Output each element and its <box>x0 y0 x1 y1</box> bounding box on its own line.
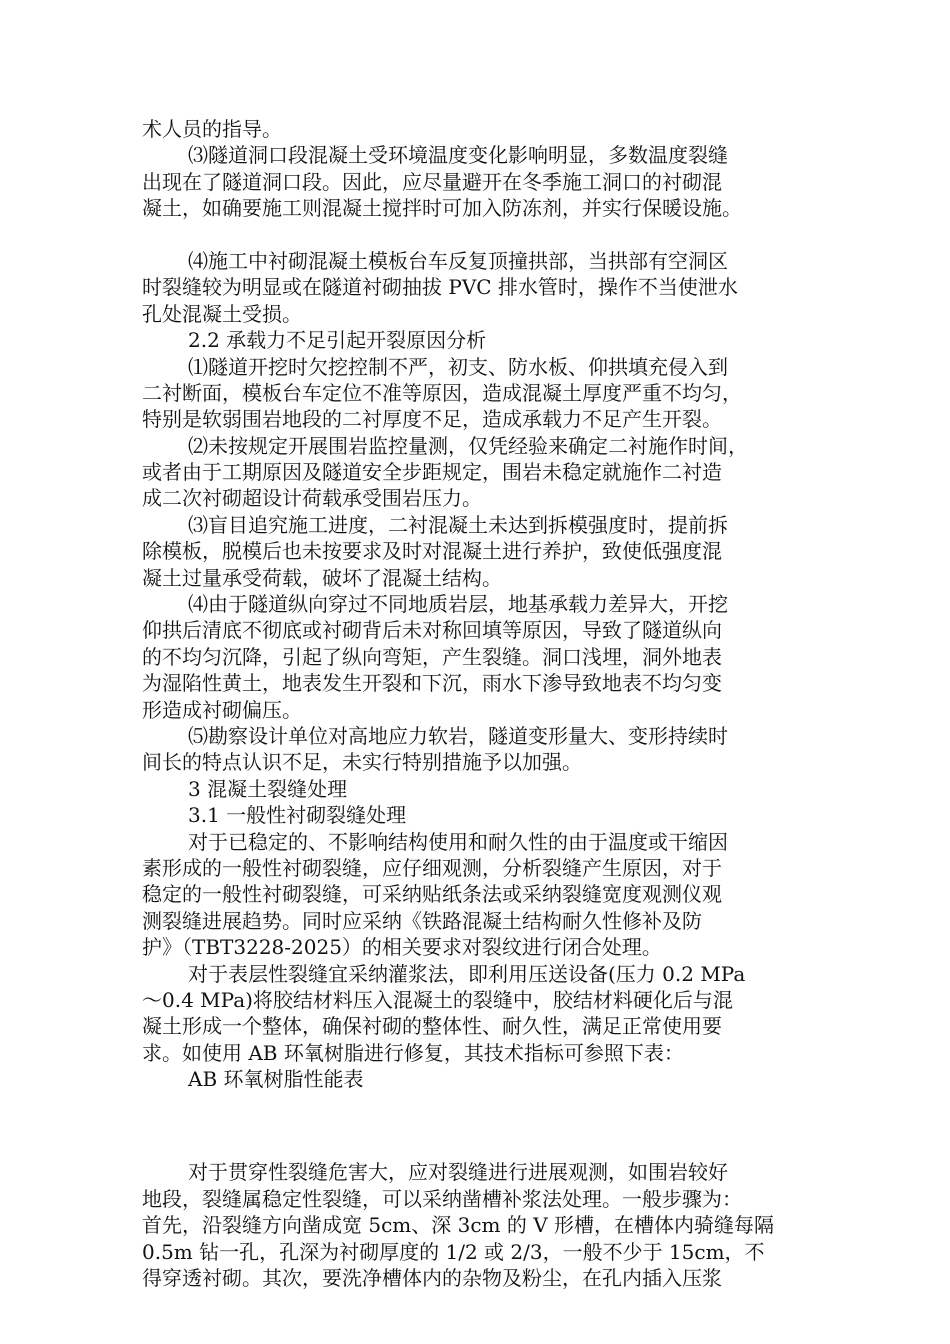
text-line: 首先，沿裂缝方向凿成宽 5cm、深 3cm 的 V 形槽，在槽体内骑缝每隔 <box>142 1213 775 1238</box>
text-line: 对于表层性裂缝宜采纳灌浆法，即利用压送设备(压力 0.2 MPa <box>188 961 746 986</box>
text-line: 护》（TBT3228-2025）的相关要求对裂纹进行闭合处理。 <box>142 935 662 960</box>
text-line: ⑵未按规定开展围岩监控量测，仅凭经验来确定二衬施作时间， <box>188 433 748 458</box>
text-line: ⑷由于隧道纵向穿过不同地质岩层，地基承载力差异大，开挖 <box>188 592 728 617</box>
text-line: ⑸勘察设计单位对高地应力软岩，隧道变形量大、变形持续时 <box>188 723 728 748</box>
text-line: ⑶盲目追究施工进度，二衬混凝土未达到拆模强度时，提前拆 <box>188 512 728 537</box>
paragraph <box>142 961 802 1067</box>
text-line: 术人员的指导。 <box>142 117 282 141</box>
text-line: 间长的特点认识不足，未实行特别措施予以加强。 <box>142 750 582 775</box>
text-line: 凝土，如确要施工则混凝土搅拌时可加入防冻剂，并实行保暖设施。 <box>142 196 742 221</box>
text-line: 对于已稳定的、不影响结构使用和耐久性的由于温度或干缩因 <box>188 829 728 854</box>
text-line: 时裂缝较为明显或在隧道衬砌抽拔 PVC 排水管时，操作不当使泄水 <box>142 275 738 300</box>
paragraph <box>142 829 802 961</box>
document-page <box>142 116 802 1291</box>
text-line: 成二次衬砌超设计荷载承受围岩压力。 <box>142 486 482 511</box>
text-line: 素形成的一般性衬砌裂缝，应仔细观测，分析裂缝产生原因，对于 <box>142 855 722 880</box>
paragraph <box>142 142 802 221</box>
text-line: ⑶隧道洞口段混凝土受环境温度变化影响明显，多数温度裂缝 <box>188 143 728 168</box>
text-line: 地段，裂缝属稳定性裂缝，可以采纳凿槽补浆法处理。一般步骤为： <box>142 1186 742 1211</box>
heading-3-1: 3.1 一般性衬砌裂缝处理 <box>188 803 407 828</box>
section-heading <box>142 327 802 353</box>
text-line: 的不均匀沉降，引起了纵向弯矩，产生裂缝。洞口浅埋，洞外地表 <box>142 644 722 669</box>
text-line: 或者由于工期原因及隧道安全步距规定，围岩未稳定就施作二衬造 <box>142 460 722 485</box>
paragraph <box>142 512 802 591</box>
text-line: 稳定的一般性衬砌裂缝，可采纳贴纸条法或采纳裂缝宽度观测仪观 <box>142 882 722 907</box>
text-line: ⑴隧道开挖时欠挖控制不严，初支、防水板、仰拱填充侵入到 <box>188 354 728 379</box>
table-caption <box>142 1066 802 1092</box>
section-heading <box>142 776 802 802</box>
blank-space <box>142 1092 802 1159</box>
paragraph <box>142 248 802 327</box>
text-line: 出现在了隧道洞口段。因此，应尽量避开在冬季施工洞口的衬砌混 <box>142 169 722 194</box>
text-line: 仰拱后清底不彻底或衬砌背后未对称回填等原因，导致了隧道纵向 <box>142 618 722 643</box>
heading-2-2: 2.2 承载力不足引起开裂原因分析 <box>188 328 487 353</box>
text-line: 除模板，脱模后也未按要求及时对混凝土进行养护，致使低强度混 <box>142 539 722 564</box>
paragraph <box>142 723 802 776</box>
paragraph <box>142 433 802 512</box>
paragraph <box>142 1159 802 1291</box>
text-line: 形造成衬砌偏压。 <box>142 697 302 722</box>
text-line: 得穿透衬砌。其次，要洗净槽体内的杂物及粉尘，在孔内插入压浆 <box>142 1266 722 1291</box>
blank-space <box>142 222 802 248</box>
text-line: ～0.4 MPa)将胶结材料压入混凝土的裂缝中，胶结材料硬化后与混 <box>142 987 733 1012</box>
text-line: ⑷施工中衬砌混凝土模板台车反复顶撞拱部，当拱部有空洞区 <box>188 248 728 273</box>
text-line: 为湿陷性黄土，地表发生开裂和下沉，雨水下渗导致地表不均匀变 <box>142 671 722 696</box>
text-line: 凝土过量承受荷载，破坏了混凝土结构。 <box>142 565 502 590</box>
table-caption-text: AB 环氧树脂性能表 <box>188 1067 364 1092</box>
text-line: 特别是软弱围岩地段的二衬厚度不足，造成承载力不足产生开裂。 <box>142 407 722 432</box>
paragraph <box>142 591 802 723</box>
text-line: 对于贯穿性裂缝危害大，应对裂缝进行进展观测，如围岩较好 <box>188 1160 728 1185</box>
text-line: 凝土形成一个整体，确保衬砌的整体性、耐久性，满足正常使用要 <box>142 1014 722 1039</box>
text-line: 孔处混凝土受损。 <box>142 301 302 326</box>
heading-3: 3 混凝土裂缝处理 <box>188 776 348 801</box>
section-heading <box>142 802 802 828</box>
text-line: 二衬断面，模板台车定位不准等原因，造成混凝土厚度严重不均匀， <box>142 380 742 405</box>
paragraph <box>142 116 802 142</box>
text-line: 测裂缝进展趋势。同时应采纳《铁路混凝土结构耐久性修补及防 <box>142 908 702 933</box>
text-line: 求。如使用 AB 环氧树脂进行修复，其技术指标可参照下表： <box>142 1040 684 1065</box>
text-line: 0.5m 钻一孔，孔深为衬砌厚度的 1/2 或 2/3，一般不少于 15cm，不 <box>142 1239 765 1264</box>
paragraph <box>142 354 802 433</box>
